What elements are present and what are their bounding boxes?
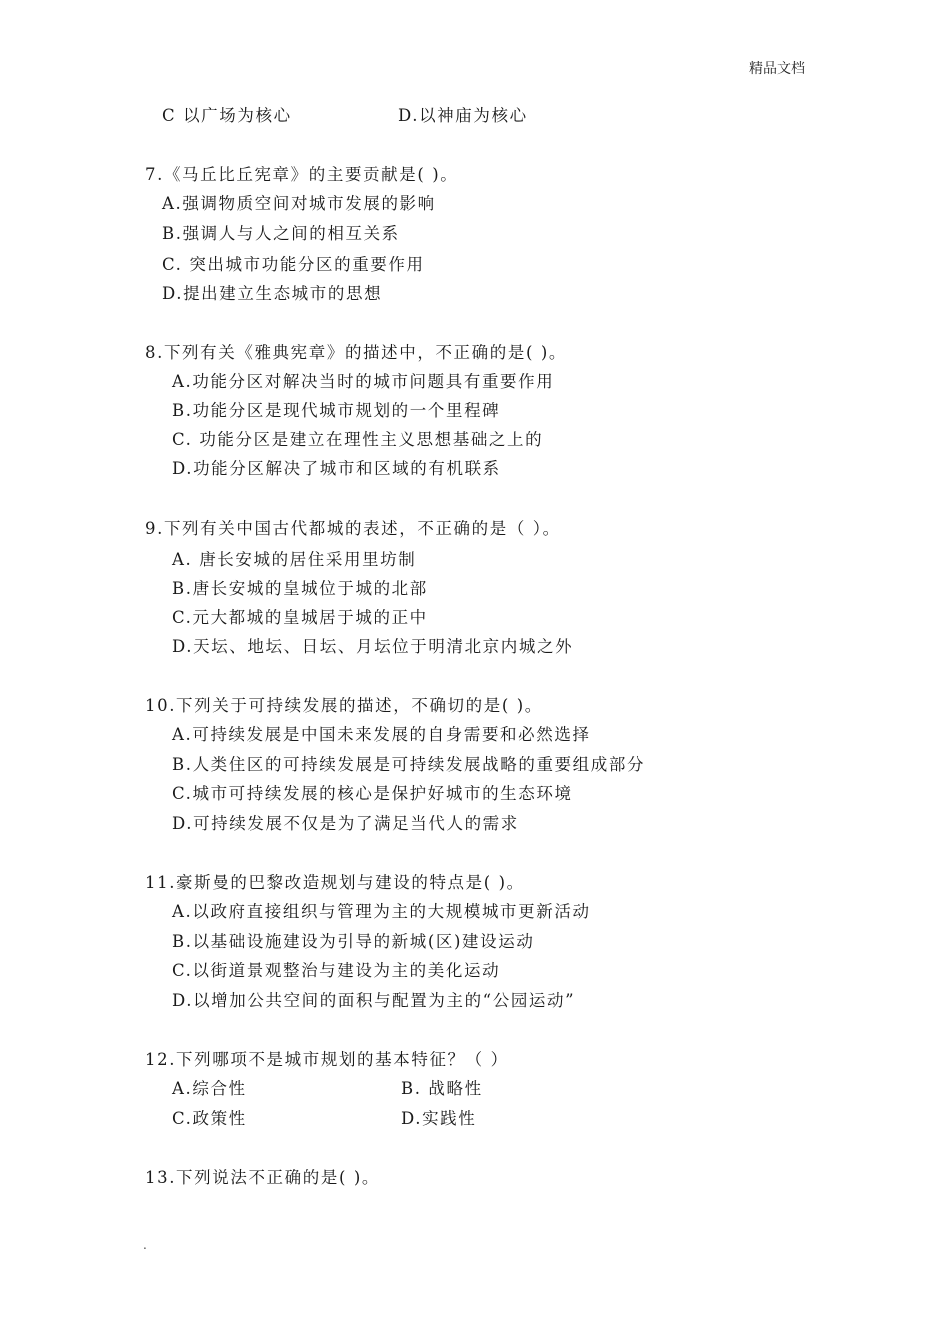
- q9-stem: 9.下列有关中国古代都城的表述，不正确的是（ ）。: [145, 519, 561, 538]
- q7-option-b: B.强调人与人之间的相互关系: [162, 224, 400, 243]
- q10-option-c: C.城市可持续发展的核心是保护好城市的生态环境: [172, 784, 573, 803]
- q10-option-d: D.可持续发展不仅是为了满足当代人的需求: [172, 814, 519, 833]
- q9-option-b: B.唐长安城的皇城位于城的北部: [172, 579, 428, 598]
- q11-stem: 11.豪斯曼的巴黎改造规划与建设的特点是( )。: [145, 873, 525, 892]
- q12-option-a: A.综合性: [172, 1079, 247, 1098]
- q8-option-d: D.功能分区解决了城市和区域的有机联系: [172, 459, 501, 478]
- q11-option-d: D.以增加公共空间的面积与配置为主的“公园运动”: [172, 991, 576, 1010]
- q12-option-d: D.实践性: [401, 1109, 477, 1128]
- q12-option-b: B. 战略性: [401, 1079, 483, 1098]
- q6-option-c: C 以广场为核心: [162, 106, 292, 125]
- q13-stem: 13.下列说法不正确的是( )。: [145, 1168, 380, 1187]
- q9-option-a: A. 唐长安城的居住采用里坊制: [172, 550, 417, 569]
- q7-option-d: D.提出建立生态城市的思想: [162, 284, 383, 303]
- footer-dot: .: [143, 1238, 147, 1252]
- q8-stem: 8.下列有关《雅典宪章》的描述中，不正确的是( )。: [145, 343, 567, 362]
- q8-option-c: C. 功能分区是建立在理性主义思想基础之上的: [172, 430, 544, 449]
- q12-stem: 12.下列哪项不是城市规划的基本特征？（ ）: [145, 1050, 509, 1069]
- q10-option-b: B.人类住区的可持续发展是可持续发展战略的重要组成部分: [172, 755, 646, 774]
- q10-option-a: A.可持续发展是中国未来发展的自身需要和必然选择: [172, 725, 591, 744]
- q11-option-a: A.以政府直接组织与管理为主的大规模城市更新活动: [172, 902, 591, 921]
- q12-option-c: C.政策性: [172, 1109, 247, 1128]
- q11-option-b: B.以基础设施建设为引导的新城(区)建设运动: [172, 932, 535, 951]
- q9-option-c: C.元大都城的皇城居于城的正中: [172, 608, 428, 627]
- page-header-mark: 精品文档: [749, 61, 805, 77]
- q10-stem: 10.下列关于可持续发展的描述，不确切的是( )。: [145, 696, 543, 715]
- q7-stem: 7.《马丘比丘宪章》的主要贡献是( )。: [145, 165, 459, 184]
- q8-option-b: B.功能分区是现代城市规划的一个里程碑: [172, 401, 501, 420]
- q6-option-d: D.以神庙为核心: [398, 106, 528, 125]
- q7-option-c: C. 突出城市功能分区的重要作用: [162, 255, 425, 274]
- q7-option-a: A.强调物质空间对城市发展的影响: [162, 194, 436, 213]
- q11-option-c: C.以街道景观整治与建设为主的美化运动: [172, 961, 501, 980]
- q9-option-d: D.天坛、地坛、日坛、月坛位于明清北京内城之外: [172, 637, 574, 656]
- q8-option-a: A.功能分区对解决当时的城市问题具有重要作用: [172, 372, 555, 391]
